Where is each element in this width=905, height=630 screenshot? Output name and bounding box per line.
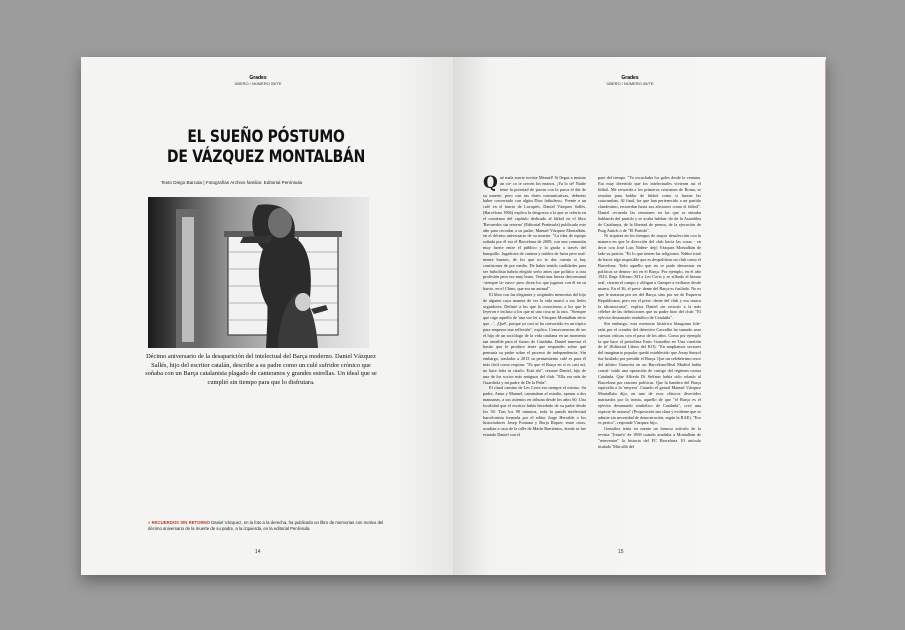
photo-caption (148, 520, 398, 532)
title-line-2: DE VÁZQUEZ MONTALBÁN (166, 147, 365, 167)
caption-lead: » RECUERDOS SIN RETORNO (148, 520, 210, 525)
section-header (600, 75, 660, 87)
caption-text: Daniel Vázquez, en la foto a la derecha, ha publicado un libro de memorias con motivo del décimo aniversario de la muerte de su padre, a la izquierda, en la editorial Península. (148, 520, 384, 531)
paragraph: pare del tiempo. "Yo escuchaba los goles desde la ventana. Era muy divertido que los intelectuales vivieran así el fútbol. Me recuerda a los primeros cristianos de Roma, se reunían para hablar de fútbol como si fueran las catacumbas. Al final, los que han pertenecido a un partido clandestino, recuerdan hasta sus aficiones como el fútbol". Daniel recuerda las reuniones en las que se entraba hablando del partido y se acaba hablan- do de la Asamblea de Catalunya, de la libertad de prensa, de la ejecución de Puig Antich o de "El Partido". (598, 175, 701, 233)
issue-label: ÚBERO / NÚMERO 05/TE (234, 81, 282, 86)
section-name: Grades (249, 75, 267, 81)
section-name: Grades (621, 75, 639, 81)
page-number: 14 (255, 549, 261, 555)
dropcap: Q (483, 173, 498, 193)
paragraph: El ritual camino de Les Corts era siempre el mismo. Su padre, Anna y Manuel, caminaban al estadio, apenas a dos manzanas, a sus asientos en tribuna desde los años 60. Una localidad que el escritor había heredado de su padre desde los 50. Tras los 90 minutos, toda la pandá intelectual barcelonista formada por el editor Jorge Herralde o los historiadores Josep Fontana y Borja Riquer, entre otros, acudían a casa de la calle de Marín Barrientos, donde se fue estando Daniel con el (483, 385, 586, 438)
left-page (81, 57, 453, 575)
paragraph-text: ué mala suerte tuviste Manuel! Si llegas a montar un cir- co te crecen los enanos. ¡Ya lo sé! Nadie tiene la potestad de pactar con la parca el día de su muerte, pero con tus dotes comunicativas, deberías haber concertado con algún Dios futbolero». Frente a un café en el barrio de Lavapiés, Daniel Vázquez Sallés, (Barcelona 1966) explica la desgracia a la que se refería en el comienzo del capítulo dedicado al fútbol en el libro 'Recuerdos sin retorno' (Editorial Península) publicado este año para recordar a su padre, Manuel Vázquez Montalbán, en el décimo aniversario de su muerte. "La idea de equipo soñada por él era el Barcelona de 2009, con una comunión muy fuerte entre el público y la grada a través del banquillo. Jugadores de cantera y traídos de fuera pero mal- mente buenos, de los que no te das cuenta si hay comisiones de por medio. De haber tenido cualidades para ser futbolista habría elegido serlo antes que político u otra profesión pero era muy bruto. Tenía una fuerza descomunal -siempre la- navo- pero dicen los que jugaron con él en su barrio, en el Chino, que era un animal". (483, 175, 586, 292)
article-credits: Texto Diego Barcala | Fotografías Archivo familiar. Editorial Península (161, 180, 303, 185)
issue-label: ÚBERO / NÚMERO 05/TE (606, 81, 654, 86)
article-photo (148, 197, 369, 348)
paragraph: Sin embargo, esta memoria histórica blaugrana lide- rada por el creador del detective Carvalho ha sumado usar cuestas críticas con el paso de los años. Como por ejemplo la que hace el periodista Enric González en 'Una cuestión de fe' (Editorial Libros del KO): "En ampliamos sectores del imaginario popular quedó establecido que Josep Sunyol fue fusilado por presidir el Barça. Que un celebérrimo error del árbitro Guruceta en un Barcelona-Real Madrid había consti- tuido una operación de castigo del régimen contra Cataluña. Que Alfredo Di Stéfano había sido robado al Barcelona por razones políticas. Que la bandera del Barça equivalía a la 'senyera'. Cuando el genial Manuel Vázquez Montalbán dijo, en uno de esos clásicos divertidos matizados por la ironía, aquello de que "el Barça es el ejército desarmado simbólico de Cataluña", creó una especie de axioma" (Proposición tan clara y evidente que se admite sin necesidad de demostración, según la RAE). "Eso es perico", responde Vázquez hijo. (598, 321, 701, 426)
body-column-2 (598, 175, 701, 450)
article-title (147, 127, 385, 167)
paragraph: El libro con las elegantes y originales memorias del hijo de alguien cuya manera de ver la vida marcó a sus fieles seguidores. Definió a los que la conocieron, a los que le leyeron e incluso a los que ni una cosa ni la otra. "Siempre que oigo aquello de 'una vez leí a Vázquez Montalbán decir que…', ¡Qué!, porque ya casi se ha convertido en un tópico para empezar una reflexión", explica. Consecuencias de ser el hijo de un sociólogo de la vida catalana en un momento tan sensible para el futuro de Cataluña. Daniel muestra el hastío que le produce tener que responder sobre qué pensaría su padre sobre el proceso de independencia. Sin embargo, traslador a 2013 su pensamiento culé es para él más fácil como respirar. "Es que el Barça en sí es casi así, no hace falta ni citarlo. Está ahí", resume Daniel, hijo de una de los socios más antiguos del club. "Ella era más de Guardiola y mi padre de De la Peña". (483, 291, 586, 385)
article-deck: Décimo aniversario de la desaparición del intelectual del Barça moderno. Daniel Vázquez Sallés, hijo del escritor catalán, describe a su padre como un culé sufridor crónico que soñaba con un Barça catalanista plagado de canteranos y grandes estrellas. Un ideal que se cumplió sin tiempo para que lo disfrutara. (145, 353, 377, 386)
paragraph (483, 175, 586, 292)
page-edge (825, 60, 826, 572)
page-number: 15 (618, 549, 624, 555)
body-column-1 (483, 175, 586, 438)
right-page (453, 57, 826, 575)
magazine-spread (81, 57, 826, 575)
title-line-1: EL SUEÑO PÓSTUMO (187, 127, 345, 147)
paragraph: Ni siquiera en los tiempos de mayor desafección con la manera en que la dirección del club hacía las cosas - en decir con José Luis Núñez- dejó Vázquez Montalbán de lado su pasión. "Es lo que tienen las religiones. Núñez trató de hacer algo imposible que es despolitizar un club como el Barcelona. Todo aquello que no se pudo demostrar en políticas se demos- tró en el Barça. Por ejemplo, en el año 1923, llega Alfonso XII a Les Corts y se silbado el himno real, cierran el campo y obligan a Gamper a exiliarse desde muero. En el 36, el presi- dente del Barça es fusilado. No es que le mataran por ser del Barça, sino por ser de Esquerra Republicana, pero era el presi- dente del club y eso marca la idiosincrasia", explica Daniel sin recurrir a la más célebre de las definiciones que su padre hizo del club: "El ejército desarmado simbólico de Cataluña". (598, 233, 701, 321)
section-header (228, 75, 288, 87)
paragraph: González tenía en mente un famoso artículo de la revista 'Triunfo' de 1969 cuando acuñaba a Montalbán de "reinventar" la historia del FC Barcelona. El artículo titulado 'Más allá del (598, 426, 701, 449)
